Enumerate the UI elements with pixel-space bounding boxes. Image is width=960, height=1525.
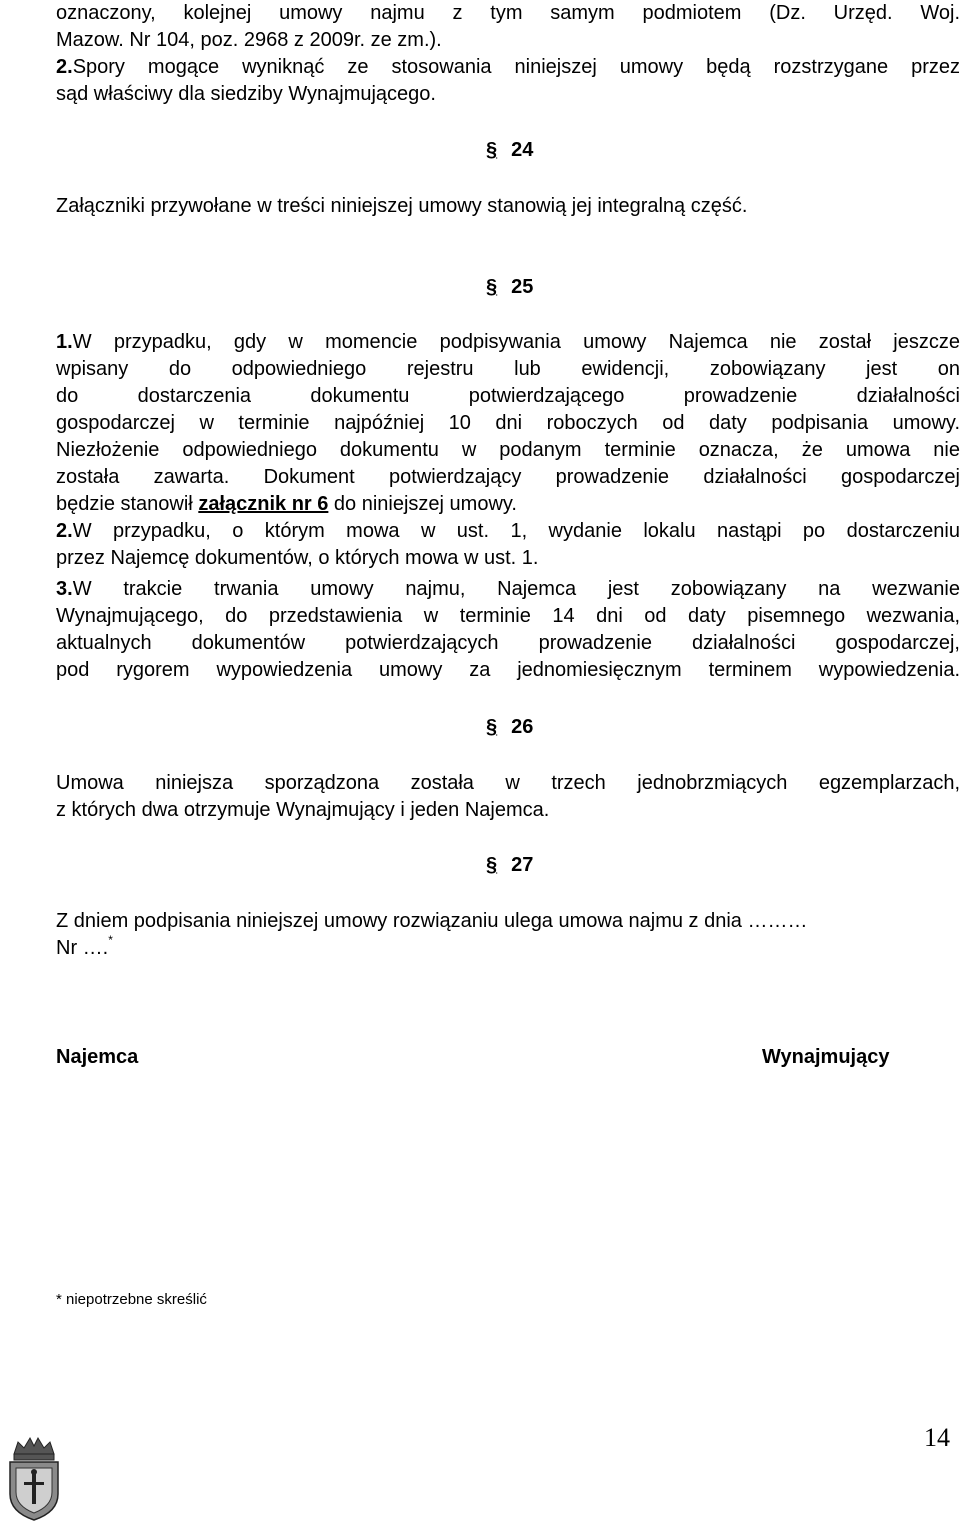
item-number: 2. [56, 520, 73, 542]
section-number: 26 [511, 716, 534, 738]
paragraph-line [56, 576, 960, 603]
paragraph-line [56, 518, 960, 545]
footnote-marker: * [108, 933, 113, 948]
item-text: Nr …. [56, 937, 109, 959]
paragraph-line [56, 491, 960, 518]
section-number: 27 [511, 854, 534, 876]
paragraph-line: aktualnych dokumentów potwierdzających prowadzenie działalności gospodarczej, [56, 632, 960, 654]
city-coat-of-arms-icon [4, 1432, 64, 1522]
paragraph-line: wpisany do odpowiedniego rejestru lub ewidencji, zobowiązany jest on [56, 358, 960, 380]
section-symbol: § [486, 139, 498, 161]
paragraph-line [56, 935, 960, 962]
item-text: W przypadku, gdy w momencie podpisywania umowy Najemca nie został jeszcze [72, 331, 960, 353]
paragraph-line: pod rygorem wypowiedzenia umowy za jednomiesięcznym terminem wypowiedzenia. [56, 659, 960, 681]
section-number: 24 [511, 139, 534, 161]
section-symbol: § [486, 716, 498, 738]
section-heading-24 [486, 137, 533, 164]
attachment-reference: załącznik nr 6 [198, 493, 329, 515]
item-text: będzie stanowił [56, 493, 199, 515]
section-heading-26 [486, 714, 533, 741]
page-number: 14 [924, 1423, 950, 1452]
paragraph-line: Mazow. Nr 104, poz. 2968 z 2009r. ze zm.). [56, 29, 442, 51]
paragraph-line: przez Najemcę dokumentów, o których mowa w ust. 1. [56, 547, 539, 569]
paragraph-line: sąd właściwy dla siedziby Wynajmującego. [56, 83, 436, 105]
section-symbol: § [486, 276, 498, 298]
section-heading-27 [486, 852, 533, 879]
signature-label-tenant: Najemca [56, 1046, 139, 1068]
paragraph-line [56, 54, 960, 81]
paragraph-line: gospodarczej w terminie najpóźniej 10 dni roboczych od daty podpisania umowy. [56, 412, 960, 434]
paragraph-line: do dostarczenia dokumentu potwierdzającego prowadzenie działalności [56, 385, 960, 407]
paragraph-line: Niezłożenie odpowiedniego dokumentu w podanym terminie oznacza, że umowa nie [56, 439, 960, 461]
signature-label-landlord: Wynajmujący [762, 1046, 890, 1068]
paragraph-line [56, 329, 960, 356]
footnote: * niepotrzebne skreślić [56, 1291, 207, 1308]
section-number: 25 [511, 276, 534, 298]
paragraph-line: została zawarta. Dokument potwierdzający prowadzenie działalności gospodarczej [56, 466, 960, 488]
item-number: 1. [56, 331, 73, 353]
paragraph-line: oznaczony, kolejnej umowy najmu z tym samym podmiotem (Dz. Urzęd. Woj. [56, 2, 960, 24]
item-text: W trakcie trwania umowy najmu, Najemca jest zobowiązany na wezwanie [72, 578, 960, 600]
item-text: do niniejszej umowy. [328, 493, 517, 515]
paragraph-line: Wynajmującego, do przedstawienia w terminie 14 dni od daty pisemnego wezwania, [56, 605, 960, 627]
section-heading-25 [486, 274, 533, 301]
paragraph-line: Umowa niniejsza sporządzona została w trzech jednobrzmiących egzemplarzach, [56, 772, 960, 794]
item-text: W przypadku, o którym mowa w ust. 1, wydanie lokalu nastąpi po dostarczeniu [72, 520, 960, 542]
item-number: 2. [56, 56, 73, 78]
paragraph-line: Z dniem podpisania niniejszej umowy rozwiązaniu ulega umowa najmu z dnia ……… [56, 910, 808, 932]
item-text: Spory mogące wyniknąć ze stosowania niniejszej umowy będą rozstrzygane przez [72, 56, 960, 78]
item-number: 3. [56, 578, 73, 600]
paragraph-line: z których dwa otrzymuje Wynajmujący i jeden Najemca. [56, 799, 550, 821]
section-symbol: § [486, 854, 498, 876]
paragraph-line: Załączniki przywołane w treści niniejszej umowy stanowią jej integralną część. [56, 195, 748, 217]
